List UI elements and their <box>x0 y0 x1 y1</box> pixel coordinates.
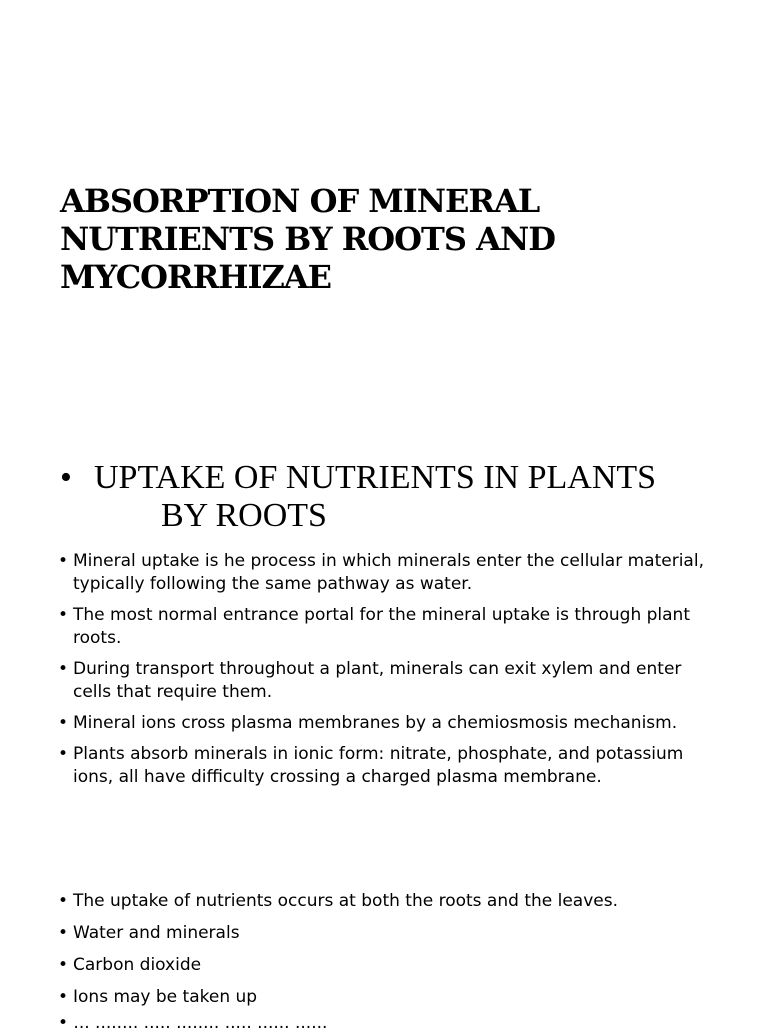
list-item <box>58 890 718 913</box>
cut-off-list-item: • ... ........ ..... ........ ..... ...... ...... <box>58 1013 328 1033</box>
bullet-icon: • <box>58 744 69 764</box>
list-item-text: Water and minerals <box>73 923 240 943</box>
list-item-text: Carbon dioxide <box>73 955 202 975</box>
list-item-text: Ions may be taken up <box>73 987 258 1007</box>
list-item <box>58 604 718 650</box>
list-item-text: The most normal entrance portal for the mineral uptake is through plant roots. <box>73 605 690 648</box>
bullet-icon: • <box>58 955 69 975</box>
section-heading-line-2: BY ROOTS <box>161 497 327 534</box>
bullet-icon: • <box>58 659 69 679</box>
bullet-icon: • <box>58 923 69 943</box>
bullet-list-nutrient-uptake <box>58 890 718 1018</box>
list-item <box>58 743 718 789</box>
bullet-icon: • <box>58 605 69 625</box>
list-item-text: Plants absorb minerals in ionic form: nitrate, phosphate, and potassium ions, all have difficulty crossing a charged plasma membrane. <box>73 744 684 787</box>
list-item-text: Mineral uptake is he process in which minerals enter the cellular material, typically following the same pathway as water. <box>73 551 704 594</box>
list-item <box>58 954 718 977</box>
list-item-text: Mineral ions cross plasma membranes by a chemiosmosis mechanism. <box>73 713 678 733</box>
bullet-list-mineral-uptake <box>58 550 718 797</box>
page-title: ABSORPTION OF MINERAL NUTRIENTS BY ROOTS AND MYCORRHIZAE <box>60 182 555 296</box>
list-item <box>58 550 718 596</box>
bullet-icon: • <box>60 459 72 496</box>
list-item <box>58 658 718 704</box>
list-item-text: The uptake of nutrients occurs at both the roots and the leaves. <box>73 891 619 911</box>
bullet-icon: • <box>58 987 69 1007</box>
bullet-icon: • <box>58 713 69 733</box>
list-item-text: During transport throughout a plant, minerals can exit xylem and enter cells that require them. <box>73 659 682 702</box>
bullet-icon: • <box>58 551 69 571</box>
list-item <box>58 922 718 945</box>
section-heading-line-1: UPTAKE OF NUTRIENTS IN PLANTS <box>94 459 657 496</box>
list-item <box>58 986 718 1009</box>
bullet-icon: • <box>58 891 69 911</box>
list-item <box>58 712 718 735</box>
